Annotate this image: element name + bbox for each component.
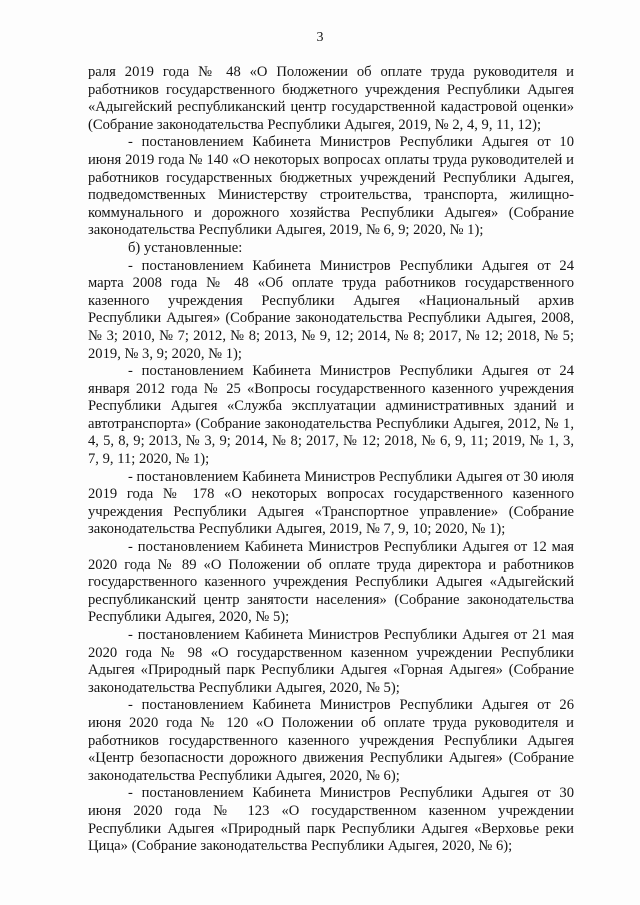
paragraph-resolution-89: - постановлением Кабинета Министров Республики Адыгея от 12 мая 2020 года № 89 «О Положении об оплате труда директора и работников государственного казенного учреждения Республики Адыгея «Адыгейский республиканский центр занятости населения» (Собрание законодательства Республики Адыгея, 2020, № 5);: [88, 539, 574, 626]
paragraph-resolution-48: - постановлением Кабинета Министров Республики Адыгея от 24 марта 2008 года № 48 «Об оплате труда работников государственного казенного учреждения Республики Адыгея «Национальный архив Республики Адыгея» (Собрание законодательства Республики Адыгея, 2008, № 3; 2010, № 7; 2012, № 8; 2013, № 9, 12; 2014, № 8; 2017, № 12; 2018, № 5; 2019, № 3, 9; 2020, № 1);: [88, 257, 574, 362]
paragraph-continuation: раля 2019 года № 48 «О Положении об оплате труда руководителя и работников государственного бюджетного учреждения Республики Адыгея «Адыгейский республиканский центр государственной кадастровой оценки» (Собрание законодательства Республики Адыгея, 2019, № 2, 4, 9, 11, 12);: [88, 64, 574, 133]
page-number: 3: [316, 30, 324, 45]
paragraph-resolution-98: - постановлением Кабинета Министров Республики Адыгея от 21 мая 2020 года № 98 «О государственном казенном учреждении Республики Адыгея «Природный парк Республики Адыгея «Горная Адыгея» (Собрание законодательства Республики Адыгея, 2020, № 5);: [88, 627, 574, 696]
paragraph-resolution-178: - постановлением Кабинета Министров Республики Адыгея от 30 июля 2019 года № 178 «О некоторых вопросах государственного казенного учреждения Республики Адыгея «Транспортное управление» (Собрание законодательства Республики Адыгея, 2019, № 7, 9, 10; 2020, № 1);: [88, 468, 574, 538]
paragraph-resolution-25: - постановлением Кабинета Министров Республики Адыгея от 24 января 2012 года № 25 «Вопросы государственного казенного учреждения Республики Адыгея «Служба эксплуатации административных зданий и автотранспорта» (Собрание законодательства Республики Адыгея, 2012, № 1, 4, 5, 8, 9; 2013, № 3, 9; 2014, № 8; 2017, № 12; 2018, № 6, 9, 11; 2019, № 1, 3, 7, 9, 11; 2020, № 1);: [88, 363, 574, 468]
paragraph-subsection-b: б) установленные:: [128, 239, 243, 256]
paragraph-resolution-120: - постановлением Кабинета Министров Республики Адыгея от 26 июня 2020 года № 120 «О Положении об оплате труда руководителя и работников государственного казенного учреждения Республики Адыгея «Центр безопасности дорожного движения Республики Адыгея» (Собрание законодательства Республики Адыгея, 2020, № 6);: [88, 697, 574, 784]
document-body: [88, 64, 574, 856]
paragraph-resolution-140: - постановлением Кабинета Министров Республики Адыгея от 10 июня 2019 года № 140 «О некоторых вопросах оплаты труда руководителей и работников государственных бюджетных учреждений Республики Адыгея, подведомственных Министерству строительства, транспорта, жилищно-коммунального и дорожного хозяйства Республики Адыгея» (Собрание законодательства Республики Адыгея, 2019, № 6, 9; 2020, № 1);: [88, 134, 574, 239]
paragraph-resolution-123: - постановлением Кабинета Министров Республики Адыгея от 30 июня 2020 года № 123 «О государственном казенном учреждении Республики Адыгея «Природный парк Республики Адыгея «Верховье реки Цица» (Собрание законодательства Республики Адыгея, 2020, № 6);: [88, 785, 574, 855]
